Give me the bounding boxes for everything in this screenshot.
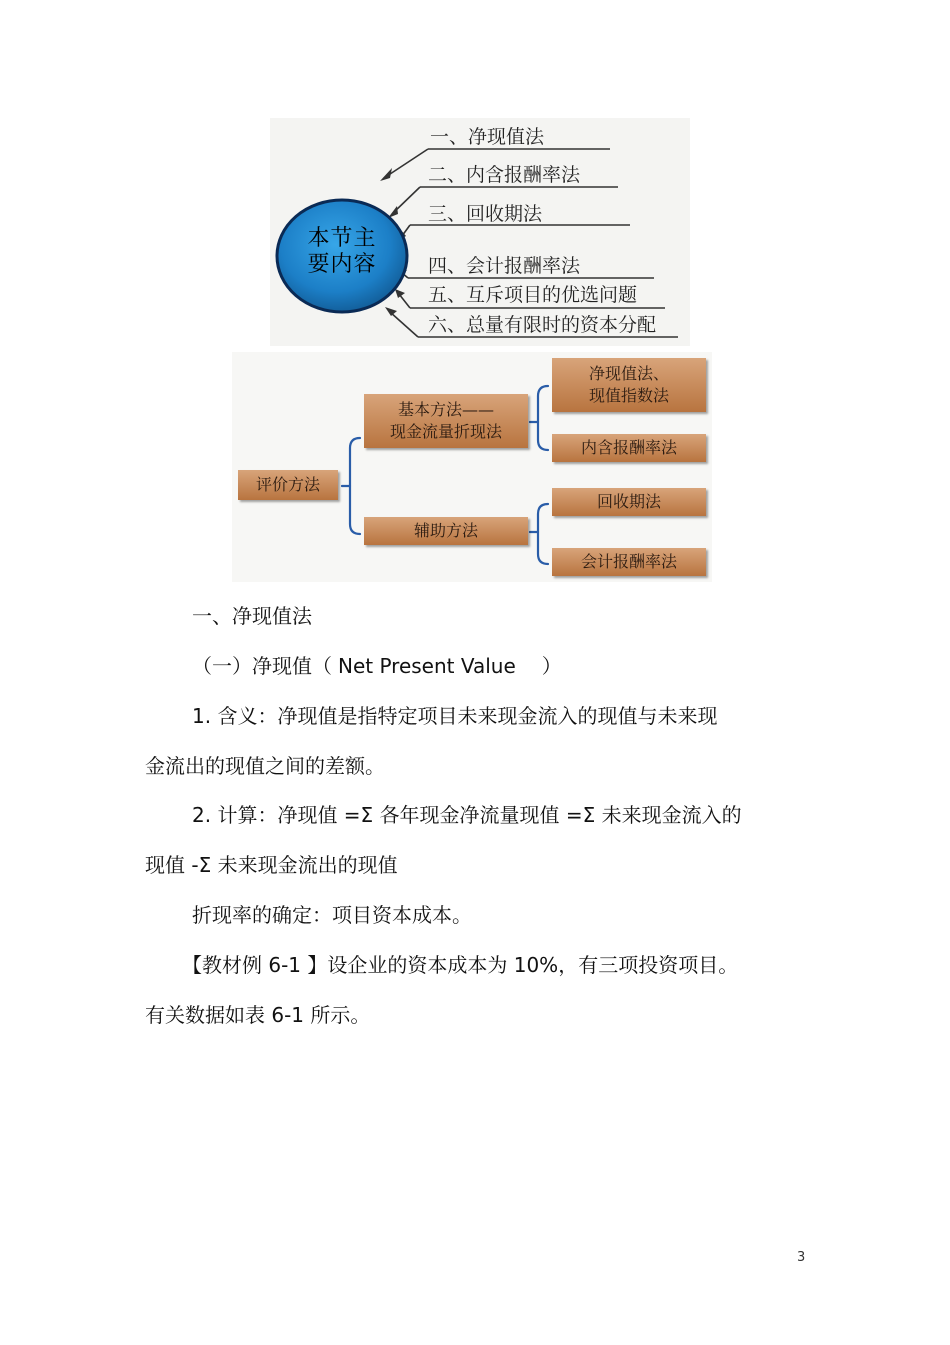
box-basic-method: 基本方法—— 现金流量折现法 [364, 394, 528, 448]
page-number: 3 [797, 1250, 806, 1265]
section-contents-diagram [270, 118, 690, 346]
box-auxiliary-method: 辅助方法 [364, 517, 528, 545]
content-item-6: 六、总量有限时的资本分配 [428, 314, 657, 336]
paragraph-calculation-line1: 2. 计算：净现值 =Σ 各年现金净流量现值 =Σ 未来现金流入的 [192, 803, 742, 827]
paragraph-calculation-line2: 现值 -Σ 未来现金流出的现值 [145, 853, 398, 877]
leaf-box-arr: 会计报酬率法 [552, 548, 706, 576]
root-box-evaluation-methods: 评价方法 [238, 470, 338, 500]
content-item-1: 一、净现值法 [430, 126, 545, 148]
center-oval-label: 本节主 要内容 [307, 226, 377, 277]
paragraph-meaning-line2: 金流出的现值之间的差额。 [145, 754, 385, 778]
heading2-prefix: （一）净现值（ [192, 654, 332, 678]
heading2-suffix: ） [541, 654, 562, 678]
evaluation-methods-diagram [232, 352, 712, 582]
heading-npv-definition [192, 653, 562, 679]
paragraph-example-line2: 有关数据如表 6-1 所示。 [145, 1003, 371, 1027]
paragraph-example-line1: 【教材例 6-1 】设企业的资本成本为 10%，有三项投资项目。 [182, 953, 739, 977]
leaf-box-npv-pi: 净现值法、 现值指数法 [552, 358, 706, 412]
leaf-box-payback: 回收期法 [552, 488, 706, 516]
content-item-4: 四、会计报酬率法 [428, 255, 581, 277]
heading2-english: Net Present Value [338, 654, 516, 678]
content-item-2: 二、内含报酬率法 [428, 164, 581, 186]
content-item-5: 五、互斥项目的优选问题 [428, 284, 638, 306]
content-item-3: 三、回收期法 [428, 203, 543, 225]
heading-npv-method: 一、净现值法 [192, 604, 312, 628]
paragraph-discount-rate: 折现率的确定：项目资本成本。 [192, 903, 472, 927]
leaf-box-irr: 内含报酬率法 [552, 434, 706, 462]
paragraph-meaning-line1: 1. 含义：净现值是指特定项目未来现金流入的现值与未来现 [192, 704, 718, 728]
